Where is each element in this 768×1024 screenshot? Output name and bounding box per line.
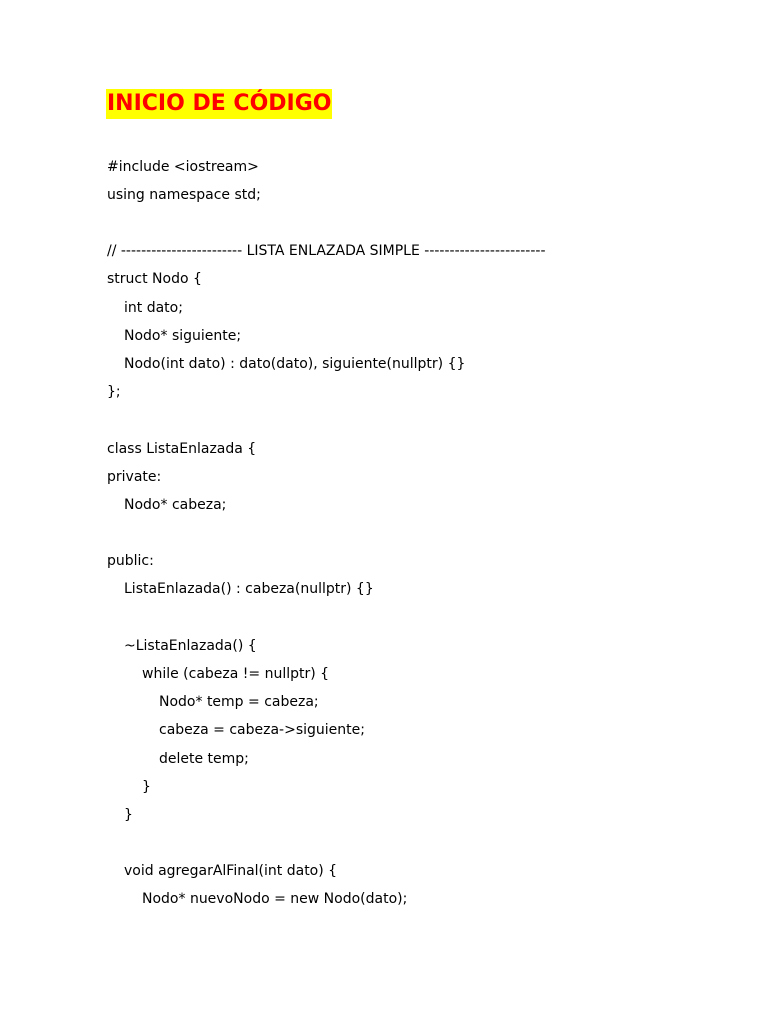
code-line: Nodo* siguiente;	[124, 328, 242, 344]
code-line: ListaEnlazada() : cabeza(nullptr) {}	[124, 581, 374, 597]
code-line: };	[107, 384, 121, 400]
code-line: // ------------------------ LISTA ENLAZADA SIMPLE ------------------------	[107, 243, 546, 259]
code-line: ~ListaEnlazada() {	[124, 638, 257, 654]
code-line: Nodo* nuevoNodo = new Nodo(dato);	[142, 891, 408, 907]
code-line: class ListaEnlazada {	[107, 441, 257, 457]
document-heading: INICIO DE CÓDIGO	[106, 89, 332, 119]
code-line: Nodo* cabeza;	[124, 497, 227, 513]
code-line: #include <iostream>	[107, 159, 259, 175]
code-line: void agregarAlFinal(int dato) {	[124, 863, 338, 879]
code-line: }	[142, 779, 151, 795]
code-line: public:	[107, 553, 154, 569]
code-line: while (cabeza != nullptr) {	[142, 666, 330, 682]
code-line: using namespace std;	[107, 187, 261, 203]
code-line: Nodo(int dato) : dato(dato), siguiente(nullptr) {}	[124, 356, 466, 372]
code-line: struct Nodo {	[107, 271, 202, 287]
code-line: int dato;	[124, 300, 183, 316]
code-line: delete temp;	[159, 751, 249, 767]
code-line: private:	[107, 469, 162, 485]
code-line: }	[124, 807, 133, 823]
code-line: cabeza = cabeza->siguiente;	[159, 722, 365, 738]
code-line: Nodo* temp = cabeza;	[159, 694, 319, 710]
